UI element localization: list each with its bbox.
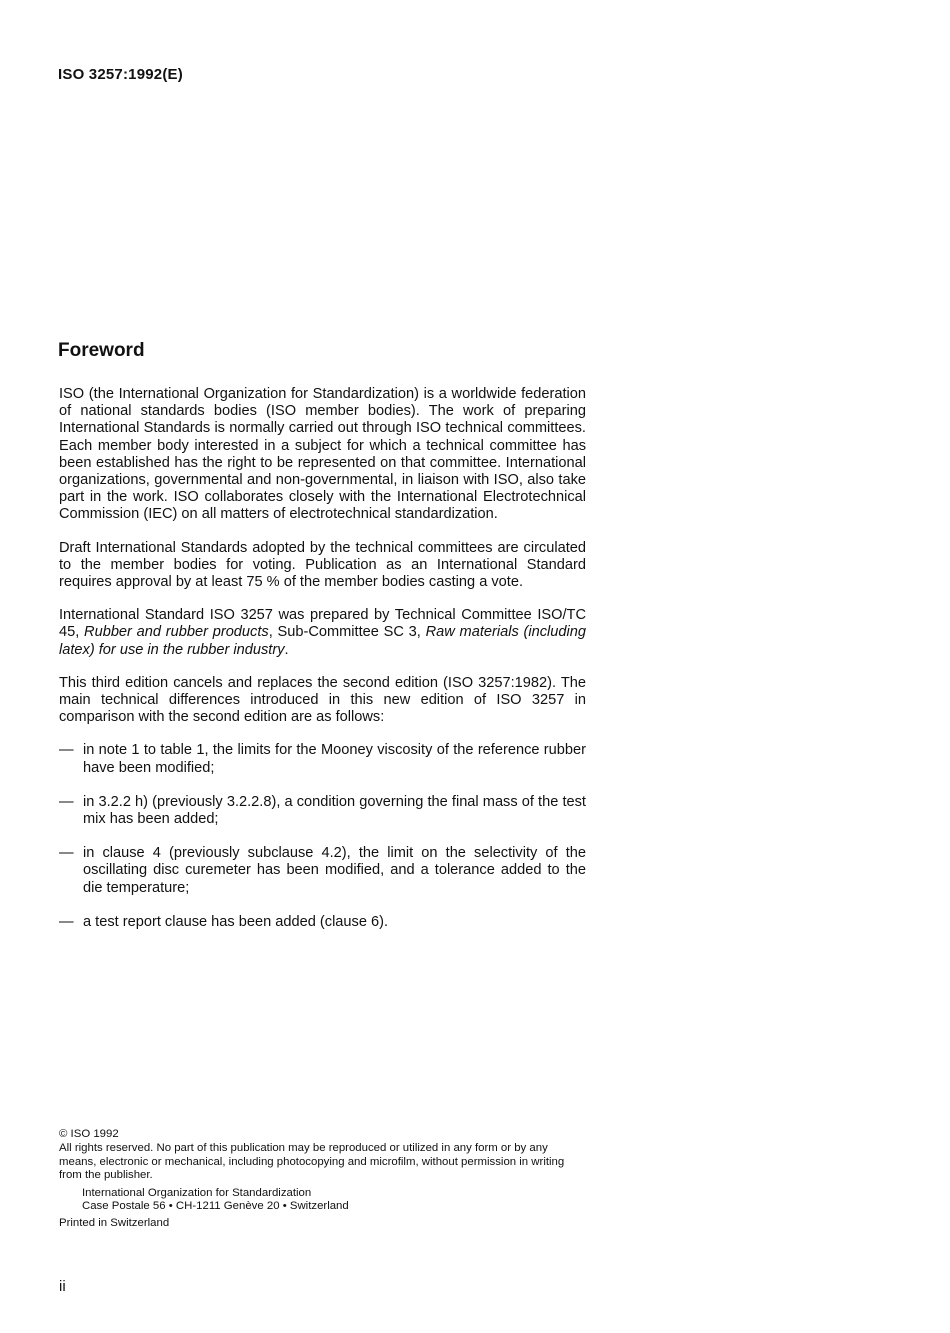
subcommittee-title: Raw materials (including latex) for use in the rubber industry xyxy=(59,624,586,658)
dash-bullet: — xyxy=(59,742,74,759)
printed-in: Printed in Switzerland xyxy=(59,1217,170,1230)
page-title: Foreword xyxy=(58,340,145,361)
foreword-body xyxy=(59,386,586,948)
rights-statement: All rights reserved. No part of this publication may be reproduced or utilized in any form or by any means, electronic or mechanical, including photocopying and microfilm, without permission in writing from the publisher. xyxy=(59,1142,565,1182)
paragraph-draft-standards: Draft International Standards adopted by the technical committees are circulated to the member bodies for voting. Publication as an International Standard requires approval by at least 75 % of the member bodies casting a vote. xyxy=(59,539,586,591)
list-item xyxy=(59,742,586,776)
prepared-by-text-3: . xyxy=(284,641,289,658)
document-id-header: ISO 3257:1992(E) xyxy=(58,66,183,83)
dash-bullet: — xyxy=(59,793,74,810)
list-item-text: in note 1 to table 1, the limits for the Mooney viscosity of the reference rubber have been modified; xyxy=(83,742,586,776)
list-item-text: a test report clause has been added (clause 6). xyxy=(83,913,389,930)
paragraph-edition: This third edition cancels and replaces the second edition (ISO 3257:1982). The main technical differences introduced in this new edition of ISO 3257 in comparison with the second edition are as follows: xyxy=(59,674,586,726)
prepared-by-text-1: International Standard ISO 3257 was prepared by Technical Committee ISO/TC 45, xyxy=(59,607,586,641)
copyright-block xyxy=(59,1128,587,1231)
committee-title: Rubber and rubber products xyxy=(84,624,269,641)
organization-name: International Organization for Standardization xyxy=(82,1186,312,1199)
paragraph-prepared-by xyxy=(59,607,586,659)
dash-bullet: — xyxy=(59,913,74,930)
copyright-notice: © ISO 1992 xyxy=(59,1128,119,1140)
list-item xyxy=(59,845,586,897)
list-item-text: in clause 4 (previously subclause 4.2), the limit on the selectivity of the oscillating disc curemeter has been modified, and a tolerance added to the die temperature; xyxy=(83,845,586,896)
page-number: ii xyxy=(59,1278,66,1295)
list-item xyxy=(59,914,586,931)
list-item xyxy=(59,794,586,828)
dash-bullet: — xyxy=(59,845,74,862)
prepared-by-text-2: , Sub-Committee SC 3, xyxy=(268,624,426,641)
organization-address: Case Postale 56 • CH-1211 Genève 20 • Switzerland xyxy=(82,1200,349,1213)
changes-list xyxy=(59,742,586,931)
paragraph-iso-intro: ISO (the International Organization for Standardization) is a worldwide federation of national standards bodies (ISO member bodies). The work of preparing International Standards is normally carried out through ISO technical committees. Each member body interested in a subject for which a technical committee has been established has the right to be represented on that committee. International organizations, governmental and non-governmental, in liaison with ISO, also take part in the work. ISO collaborates closely with the International Electrotechnical Commission (IEC) on all matters of electrotechnical standardization. xyxy=(59,386,586,523)
list-item-text: in 3.2.2 h) (previously 3.2.2.8), a condition governing the final mass of the test mix has been added; xyxy=(83,793,586,828)
